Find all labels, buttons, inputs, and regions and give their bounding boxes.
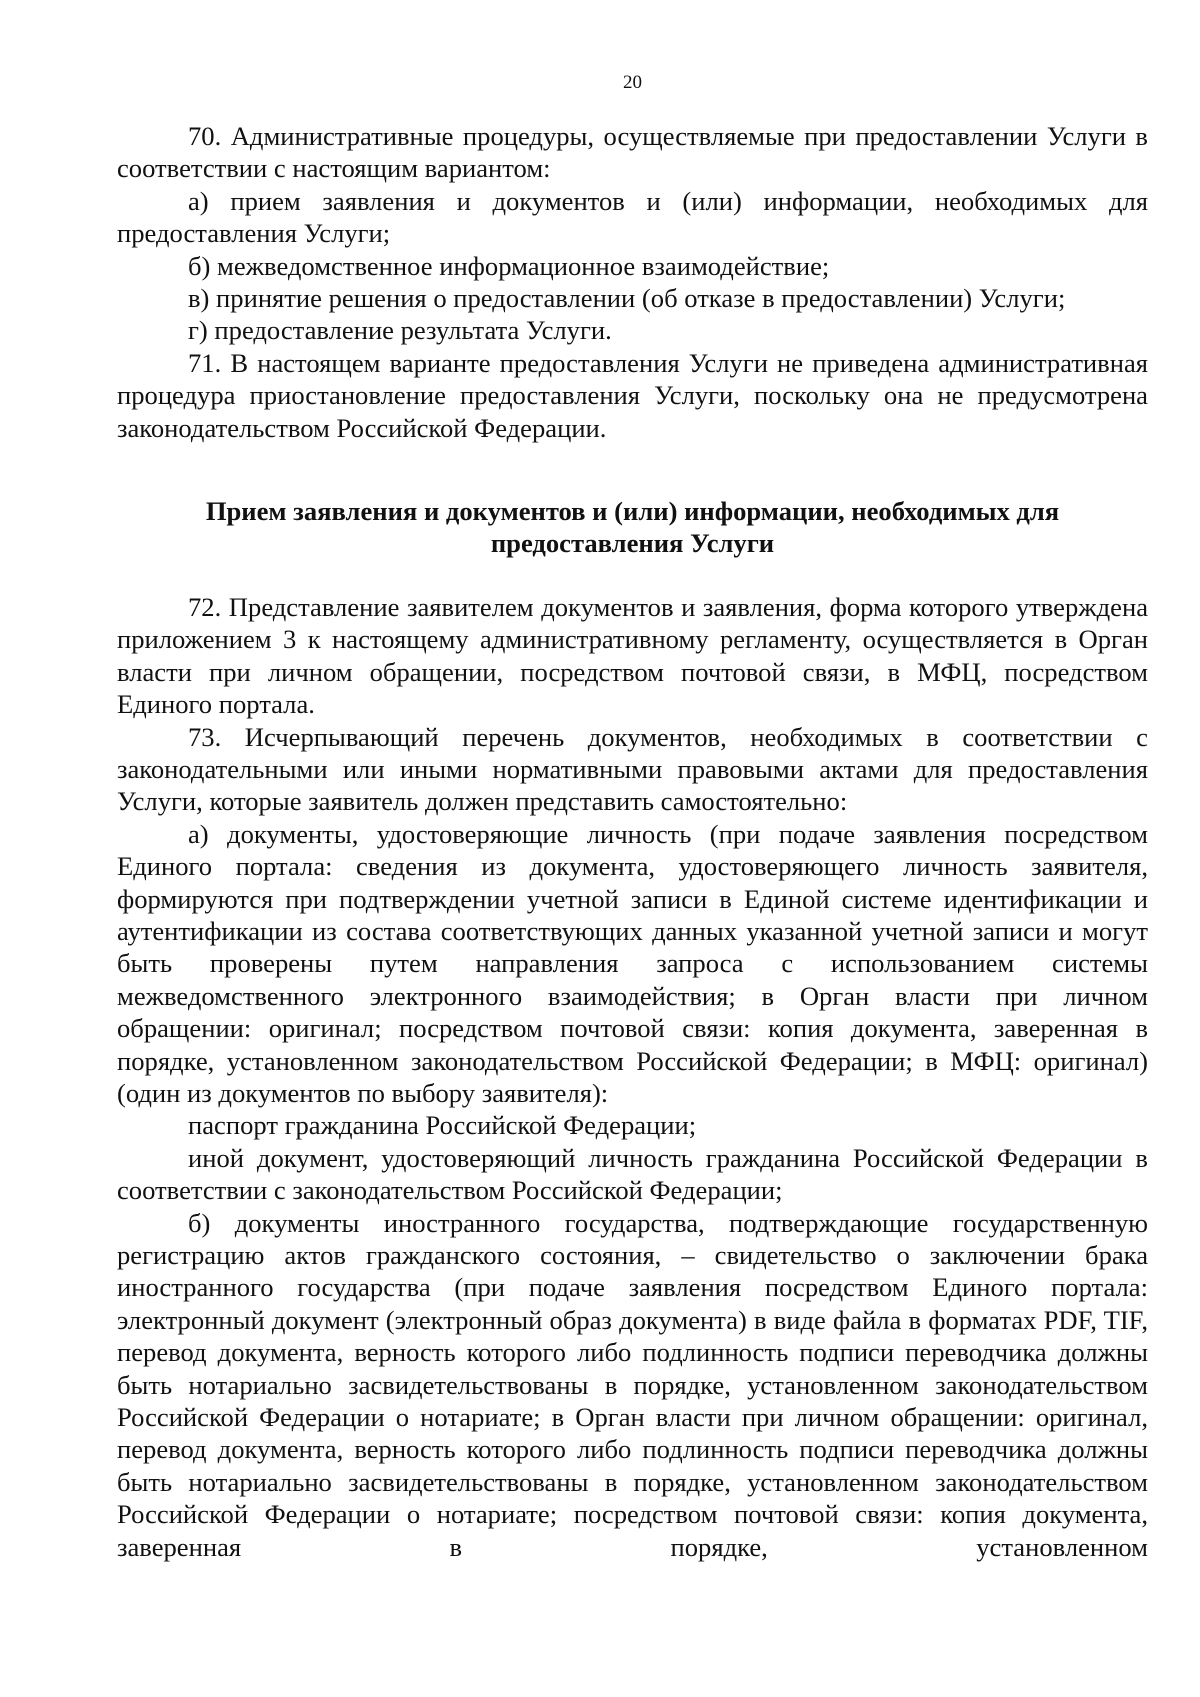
- paragraph-70-g: г) предоставление результата Услуги.: [188, 315, 612, 346]
- paragraph-70-v: в) принятие решения о предоставлении (об отказе в предоставлении) Услуги;: [188, 283, 1066, 314]
- paragraph-71: 71. В настоящем варианте предоставления Услуги не приведена административная процедура приостановление предоставления Услуги, поскольку она не предусмотрена законодательством Российской Федерации.: [117, 347, 1148, 443]
- section-heading: [117, 495, 1148, 560]
- paragraph-73-a-item-1: паспорт гражданина Российской Федерации;: [188, 1110, 697, 1141]
- page-number: 20: [623, 72, 642, 93]
- section-heading-line-1: Прием заявления и документов и (или) информации, необходимых для: [205, 496, 1060, 527]
- paragraph-72: 72. Представление заявителем документов и заявления, форма которого утверждена приложением 3 к настоящему административному регламенту, осуществляется в Орган власти при личном обращении, посредством почтовой связи, в МФЦ, посредством Единого портала.: [117, 591, 1148, 720]
- paragraph-70-b: б) межведомственное информационное взаимодействие;: [188, 250, 830, 281]
- paragraph-70: 70. Административные процедуры, осуществляемые при предоставлении Услуги в соответствии с настоящим вариантом:: [117, 121, 1148, 184]
- section-heading-line-2: предоставления Услуги: [490, 528, 775, 559]
- paragraph-70-a: а) прием заявления и документов и (или) информации, необходимых для предоставления Услуги;: [117, 185, 1148, 249]
- paragraph-73-a-item-2: иной документ, удостоверяющий личность гражданина Российской Федерации в соответствии с законодательством Российской Федерации;: [117, 1142, 1148, 1206]
- document-body: [117, 120, 1148, 1563]
- paragraph-73-a: а) документы, удостоверяющие личность (при подаче заявления посредством Единого портала: сведения из документа, удостоверяющего личность заявителя, формируются при подтверждении учетной записи в Единой системе идентификации и аутентификации из состава соответствующих данных указанной учетной записи и могут быть проверены путем направления запроса с использованием системы межведомственного электронного взаимодействия; в Орган власти при личном обращении: оригинал; посредством почтовой связи: копия документа, заверенная в порядке, установленном законодательством Российской Федерации; в МФЦ: оригинал) (один из документов по выбору заявителя):: [117, 818, 1148, 1108]
- paragraph-73: 73. Исчерпывающий перечень документов, необходимых в соответствии с законодательными или иными нормативными правовыми актами для предоставления Услуги, которые заявитель должен представить самостоятельно:: [117, 721, 1148, 817]
- paragraph-73-b: б) документы иностранного государства, подтверждающие государственную регистрацию актов гражданского состояния, – свидетельство о заключении брака иностранного государства (при подаче заявления посредством Единого портала: электронный документ (электронный образ документа) в виде файла в форматах PDF, TIF, перевод документа, верность которого либо подлинность подписи переводчика должны быть нотариально засвидетельствованы в порядке, установленном законодательством Российской Федерации о нотариате; в Орган власти при личном обращении: оригинал, перевод документа, верность которого либо подлинность подписи переводчика должны быть нотариально засвидетельствованы в порядке, установленном законодательством Российской Федерации о нотариате; посредством почтовой связи: копия документа, заверенная в порядке, установленном: [117, 1207, 1148, 1562]
